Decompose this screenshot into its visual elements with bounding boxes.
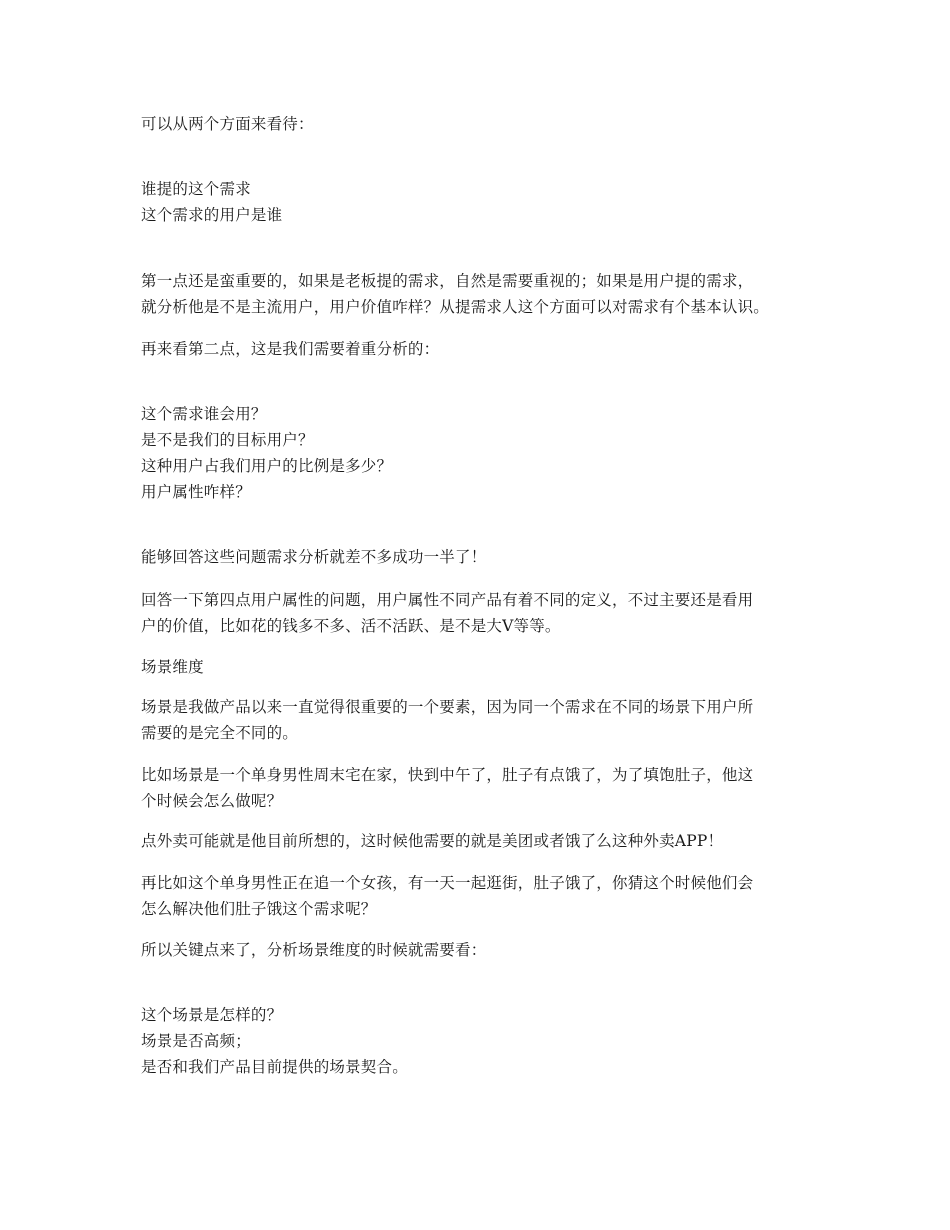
- text-line: 是不是我们的目标用户？: [141, 431, 314, 449]
- text-line: 所以关键点来了，分析场景维度的时候就需要看：: [141, 941, 487, 959]
- text-line: 场景是否高频；: [141, 1032, 251, 1050]
- text-line: 场景是我做产品以来一直觉得很重要的一个要素，因为同一个需求在不同的场景下用户所: [141, 698, 754, 716]
- text-line: 回答一下第四点用户属性的问题，用户属性不同产品有着不同的定义，不过主要还是看用: [141, 591, 754, 609]
- text-line: 比如场景是一个单身男性周末宅在家，快到中午了，肚子有点饿了，为了填饱肚子，他这: [141, 766, 754, 784]
- text-line: 这个需求的用户是谁: [141, 206, 283, 224]
- text-line: 户的价值，比如花的钱多不多、活不活跃、是不是大V等等。: [141, 617, 561, 635]
- text-line: 谁提的这个需求: [141, 180, 251, 198]
- text-line: 再来看第二点，这是我们需要着重分析的：: [141, 340, 440, 358]
- text-line: 用户属性咋样？: [141, 483, 251, 501]
- text-line: 可以从两个方面来看待：: [141, 115, 314, 133]
- text-line: 怎么解决他们肚子饿这个需求呢？: [141, 900, 377, 918]
- text-line: 第一点还是蛮重要的，如果是老板提的需求，自然是需要重视的；如果是用户提的需求，: [141, 272, 754, 290]
- text-line: 个时候会怎么做呢？: [141, 792, 283, 810]
- text-line: 这个需求谁会用？: [141, 405, 267, 423]
- text-line: 这种用户占我们用户的比例是多少？: [141, 457, 393, 475]
- text-line: 点外卖可能就是他目前所想的，这时候他需要的就是美团或者饿了么这种外卖APP！: [141, 832, 724, 850]
- text-line: 需要的是完全不同的。: [141, 724, 299, 742]
- text-line: 再比如这个单身男性正在追一个女孩，有一天一起逛街，肚子饿了，你猜这个时候他们会: [141, 874, 754, 892]
- text-line: 能够回答这些问题需求分析就差不多成功一半了！: [141, 548, 487, 566]
- text-line: 这个场景是怎样的？: [141, 1006, 283, 1024]
- text-line: 就分析他是不是主流用户，用户价值咋样？从提需求人这个方面可以对需求有个基本认识。: [141, 298, 770, 316]
- section-heading: 场景维度: [141, 658, 204, 676]
- text-line: 是否和我们产品目前提供的场景契合。: [141, 1058, 408, 1076]
